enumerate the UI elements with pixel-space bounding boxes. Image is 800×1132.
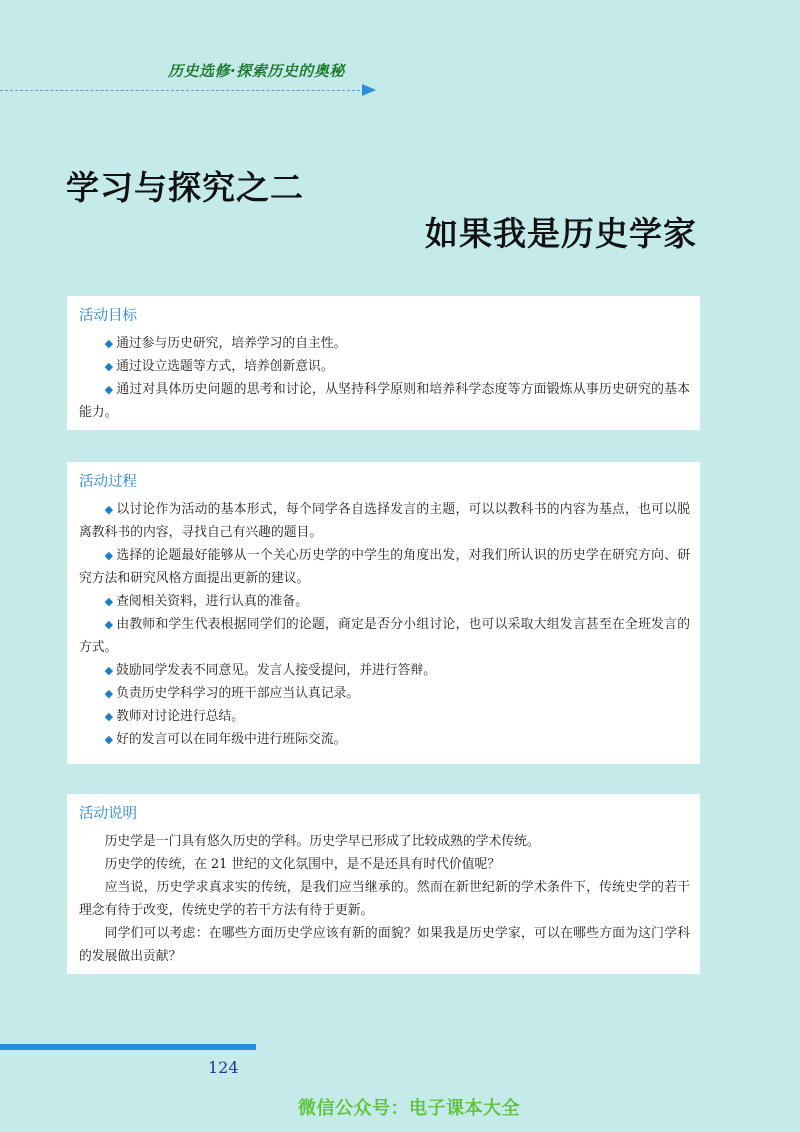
page-number: 124: [208, 1058, 239, 1077]
process-item: ◆ 以讨论作为活动的基本形式，每个同学各自选择发言的主题，可以以教科书的内容为基点，也可以脱离教科书的内容，寻找自己有兴趣的题目。: [79, 502, 691, 540]
diamond-bullet-icon: ◆: [104, 549, 114, 562]
process-item: ◆ 由教师和学生代表根据同学们的论题，商定是否分小组讨论，也可以采取大组发言甚至在全班发言的方式。: [79, 617, 691, 655]
diamond-bullet-icon: ◆: [104, 503, 114, 516]
header-dashed-line: [0, 90, 365, 91]
watermark-text: 微信公众号：电子课本大全: [298, 1098, 520, 1119]
process-item: ◆ 查阅相关资料，进行认真的准备。: [104, 594, 309, 609]
process-item: ◆ 教师对讨论进行总结。: [104, 709, 245, 724]
diamond-bullet-icon: ◆: [104, 710, 114, 723]
notes-paragraph: 历史学是一门具有悠久历史的学科。历史学早已形成了比较成熟的学术传统。: [104, 834, 540, 849]
footer-bar: [0, 1044, 256, 1050]
notes-box: [67, 794, 700, 974]
diamond-bullet-icon: ◆: [104, 337, 114, 350]
goals-item: ◆ 通过参与历史研究，培养学习的自主性。: [104, 336, 347, 351]
section-title: 学习与探究之二: [66, 168, 304, 207]
notes-paragraph: 同学们可以考虑：在哪些方面历史学应该有新的面貌？如果我是历史学家，可以在哪些方面为这门学科的发展做出贡献？: [79, 926, 690, 964]
notes-paragraph: 历史学的传统，在 21 世纪的文化氛围中，是不是还具有时代价值呢？: [104, 857, 501, 872]
goals-box: [67, 296, 700, 430]
diamond-bullet-icon: ◆: [104, 383, 114, 396]
diamond-bullet-icon: ◆: [104, 664, 114, 677]
process-item: ◆ 好的发言可以在同年级中进行班际交流。: [104, 732, 347, 747]
process-box: [67, 462, 700, 764]
diamond-bullet-icon: ◆: [104, 595, 114, 608]
arrow-right-icon: [362, 84, 376, 96]
goals-item: ◆ 通过对具体历史问题的思考和讨论，从坚持科学原则和培养科学态度等方面锻炼从事历史研究的基本能力。: [79, 382, 691, 420]
goals-heading: 活动目标: [79, 308, 137, 324]
section-subtitle: 如果我是历史学家: [425, 214, 697, 253]
notes-paragraph: 应当说，历史学求真求实的传统，是我们应当继承的。然而在新世纪新的学术条件下，传统史学的若干理念有待于改变，传统史学的若干方法有待于更新。: [79, 880, 690, 918]
diamond-bullet-icon: ◆: [104, 618, 114, 631]
notes-heading: 活动说明: [79, 806, 137, 822]
process-item: ◆ 选择的论题最好能够从一个关心历史学的中学生的角度出发，对我们所认识的历史学在研究方向、研究方法和研究风格方面提出更新的建议。: [79, 548, 691, 586]
goals-item: ◆ 通过设立选题等方式，培养创新意识。: [104, 359, 334, 374]
process-heading: 活动过程: [79, 474, 137, 490]
running-header-title: 历史选修·探索历史的奥秘: [168, 62, 345, 80]
diamond-bullet-icon: ◆: [104, 360, 114, 373]
diamond-bullet-icon: ◆: [104, 733, 114, 746]
process-item: ◆ 负责历史学科学习的班干部应当认真记录。: [104, 686, 360, 701]
diamond-bullet-icon: ◆: [104, 687, 114, 700]
process-item: ◆ 鼓励同学发表不同意见。发言人接受提问，并进行答辩。: [104, 663, 436, 678]
